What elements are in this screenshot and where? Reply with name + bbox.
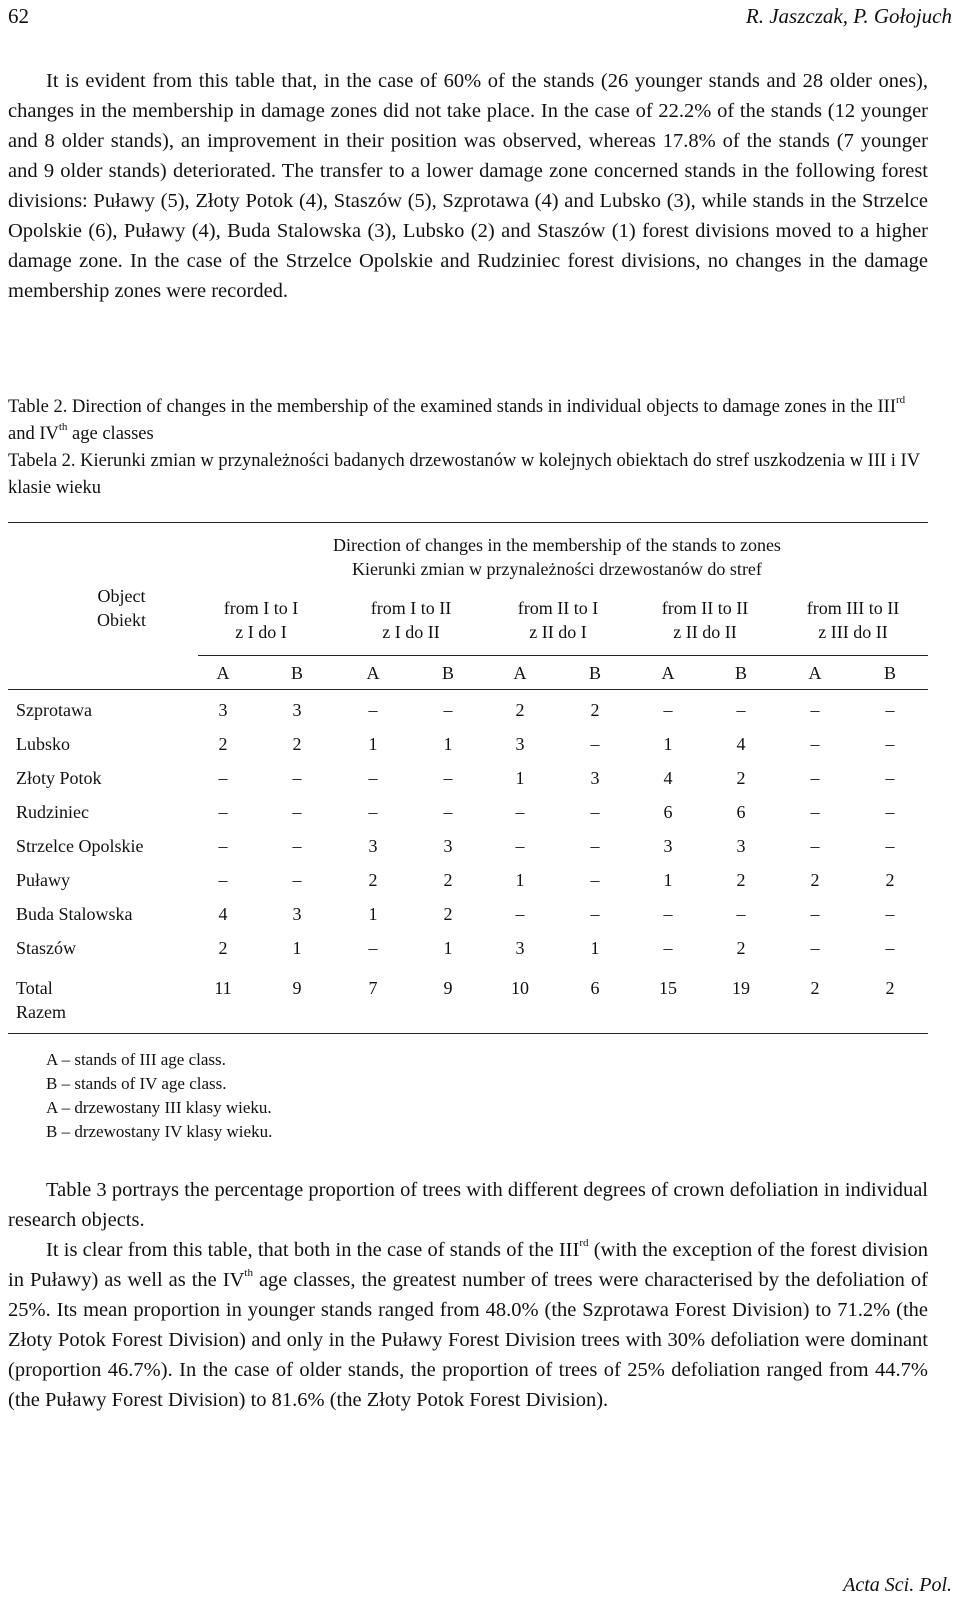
body-paragraph-3: It is clear from this table, that both in the case of stands of the IIIrd (with the exception of the forest division in Puławy) as well as the IVth age classes, the greatest number of trees were characterised by the defoliation of 25%. Its mean proportion in younger stands ranged from 48.0% (the Szprotawa Forest Division) to 71.2% (the Złoty Potok Forest Division) and only in the Puławy Forest Division trees with 30% defoliation were dominant (proportion 46.7%). In the case of older stands, the proportion of trees of 25% defoliation ranged from 44.7% (the Puławy Forest Division) to 81.6% (the Złoty Potok Forest Division). [8,1237,928,1411]
table-cell: – [885,734,895,754]
table-cell: – [368,700,378,720]
page-number: 62 [8,4,29,28]
table-caption-pl: Tabela 2. Kierunki zmian w przynależności badanych drzewostanów w kolejnych obiektach do stref uszkodzenia w III i IV klasie wieku [8,451,920,498]
table-cell: 3 [515,734,525,754]
group-header: from II to II z II do II [661,598,749,642]
total-label: Total Razem [16,978,66,1022]
table-cell: – [590,802,600,822]
table-cell: 1 [292,938,302,958]
table-cell: 1 [515,768,525,788]
total-cell: 7 [368,978,378,998]
table-cell: 1 [663,734,673,754]
body-paragraph-2: Table 3 portrays the percentage proportion of trees with different degrees of crown defoliation in individual research objects. [8,1179,928,1231]
table-cell: 1 [368,904,378,924]
table-cell: 4 [218,904,228,924]
table-cell: 2 [736,938,746,958]
table-cell: – [885,904,895,924]
table-cell: 3 [443,836,453,856]
table-cell: 3 [736,836,746,856]
subheader-cell: A [216,663,230,683]
row-label: Puławy [16,870,70,890]
table-top-rule [8,522,928,523]
table-cell: – [885,768,895,788]
total-cell: 6 [590,978,600,998]
table-cell: – [368,938,378,958]
table-cell: – [810,768,820,788]
table-cell: – [368,768,378,788]
table-cell: – [218,836,228,856]
table-cell: – [515,836,525,856]
total-cell: 9 [443,978,453,998]
table-cell: – [663,904,673,924]
note-line: B – drzewostany IV klasy wieku. [46,1122,273,1141]
table-cell: – [885,802,895,822]
table-cell: 6 [736,802,746,822]
subheader-cell: A [661,663,675,683]
subheader-cell: A [513,663,527,683]
subheader-cell: B [883,663,897,683]
subheader-cell: B [734,663,748,683]
table-cell: – [443,768,453,788]
table-cell: 6 [663,802,673,822]
table-cell: 2 [810,870,820,890]
table-cell: – [590,904,600,924]
table-cell: – [810,904,820,924]
group-header: from II to I z II do I [517,598,599,642]
table-cell: – [736,700,746,720]
table-cell: – [810,938,820,958]
subheader-cell: A [366,663,380,683]
table-cell: 3 [515,938,525,958]
table-cell: 2 [218,734,228,754]
subheader-cell: A [808,663,822,683]
table-cell: 3 [590,768,600,788]
table-cell: 3 [292,700,302,720]
group-header: from I to II z I do II [370,598,452,642]
total-cell: 10 [511,978,529,998]
table-cell: – [292,836,302,856]
note-line: A – drzewostany III klasy wieku. [46,1098,272,1117]
table-cell: 2 [292,734,302,754]
table-cell: 2 [736,768,746,788]
total-cell: 11 [214,978,232,998]
table-cell: – [515,904,525,924]
group-header: from I to I z I do I [223,598,299,642]
note-line: B – stands of IV age class. [46,1074,227,1093]
table-cell: 1 [368,734,378,754]
table-notes [46,1048,272,1144]
total-cell: 15 [659,978,677,998]
table-cell: 1 [443,734,453,754]
table-cell: – [218,768,228,788]
table-cell: – [663,700,673,720]
row-label: Staszów [16,938,76,958]
table-cell: – [443,802,453,822]
table-caption-en: Table 2. Direction of changes in the membership of the examined stands in individual objects to damage zones in the IIIrd and IVth age classes [8,393,906,444]
subheader-cell: B [588,663,602,683]
total-cell: 9 [292,978,302,998]
row-label: Buda Stalowska [16,904,133,924]
object-header: Object Obiekt [97,586,146,630]
subheader-rule [8,689,928,690]
table-cell: – [218,802,228,822]
table-cell: 2 [885,870,895,890]
table-cell: – [736,904,746,924]
table-cell: 1 [443,938,453,958]
row-label: Złoty Potok [16,768,102,788]
table-bottom-rule [8,1033,928,1034]
table-cell: – [810,700,820,720]
table-cell: – [368,802,378,822]
table-cell: – [885,700,895,720]
table-cell: 3 [218,700,228,720]
direction-header: Direction of changes in the membership of the stands to zones Kierunki zmian w przynależności drzewostanów do stref [333,535,781,579]
body-paragraph-1: It is evident from this table that, in the case of 60% of the stands (26 younger stands and 28 older ones), changes in the membership in damage zones did not take place. In the case of 22.2% of the stands (12 younger and 8 older stands), an improvement in their position was observed, whereas 17.8% of the stands (7 younger and 9 older stands) deteriorated. The transfer to a lower damage zone concerned stands in the following forest divisions: Puławy (5), Złoty Potok (4), Staszów (5), Szprotawa (4) and Lubsko (3), while stands in the Strzelce Opolskie (6), Puławy (4), Buda Stalowska (3), Lubsko (2) and Staszów (1) forest divisions moved to a higher damage zone. In the case of the Strzelce Opolskie and Rudziniec forest divisions, no changes in the damage membership zones were recorded. [8,70,928,302]
table-cell: – [443,700,453,720]
table-cell: – [810,802,820,822]
running-head-authors: R. Jaszczak, P. Gołojuch [745,4,952,28]
table-cell: – [810,734,820,754]
table-cell: 2 [443,870,453,890]
table-cell: – [590,836,600,856]
table-cell: 2 [443,904,453,924]
total-cell: 2 [810,978,820,998]
table-cell: – [663,938,673,958]
note-line: A – stands of III age class. [46,1050,226,1069]
subheader-cell: B [441,663,455,683]
table-cell: 2 [218,938,228,958]
table-cell: 4 [736,734,746,754]
table-cell: – [885,836,895,856]
row-label: Rudziniec [16,802,89,822]
table-cell: – [292,870,302,890]
row-label: Strzelce Opolskie [16,836,144,856]
table-cell: 1 [663,870,673,890]
table-cell: 2 [368,870,378,890]
table-cell: – [885,938,895,958]
table-cell: 2 [590,700,600,720]
total-cell: 2 [885,978,895,998]
journal-footer: Acta Sci. Pol. [843,1574,952,1596]
table-cell: 4 [663,768,673,788]
page-header [8,4,952,34]
table-cell: – [292,768,302,788]
table-cell: 1 [590,938,600,958]
row-label: Lubsko [16,734,70,754]
table-cell: 3 [292,904,302,924]
table-cell: – [590,870,600,890]
table-cell: 3 [368,836,378,856]
table-cell: – [292,802,302,822]
direction-header-rule [198,655,928,656]
table-cell: – [218,870,228,890]
table-cell: – [810,836,820,856]
group-header: from III to II z III do II [806,598,900,642]
table-cell: 1 [515,870,525,890]
table-cell: 2 [736,870,746,890]
row-label: Szprotawa [16,700,92,720]
table-cell: 3 [663,836,673,856]
subheader-cell: B [290,663,304,683]
table-cell: – [590,734,600,754]
total-cell: 19 [732,978,750,998]
table-cell: – [515,802,525,822]
table-cell: 2 [515,700,525,720]
